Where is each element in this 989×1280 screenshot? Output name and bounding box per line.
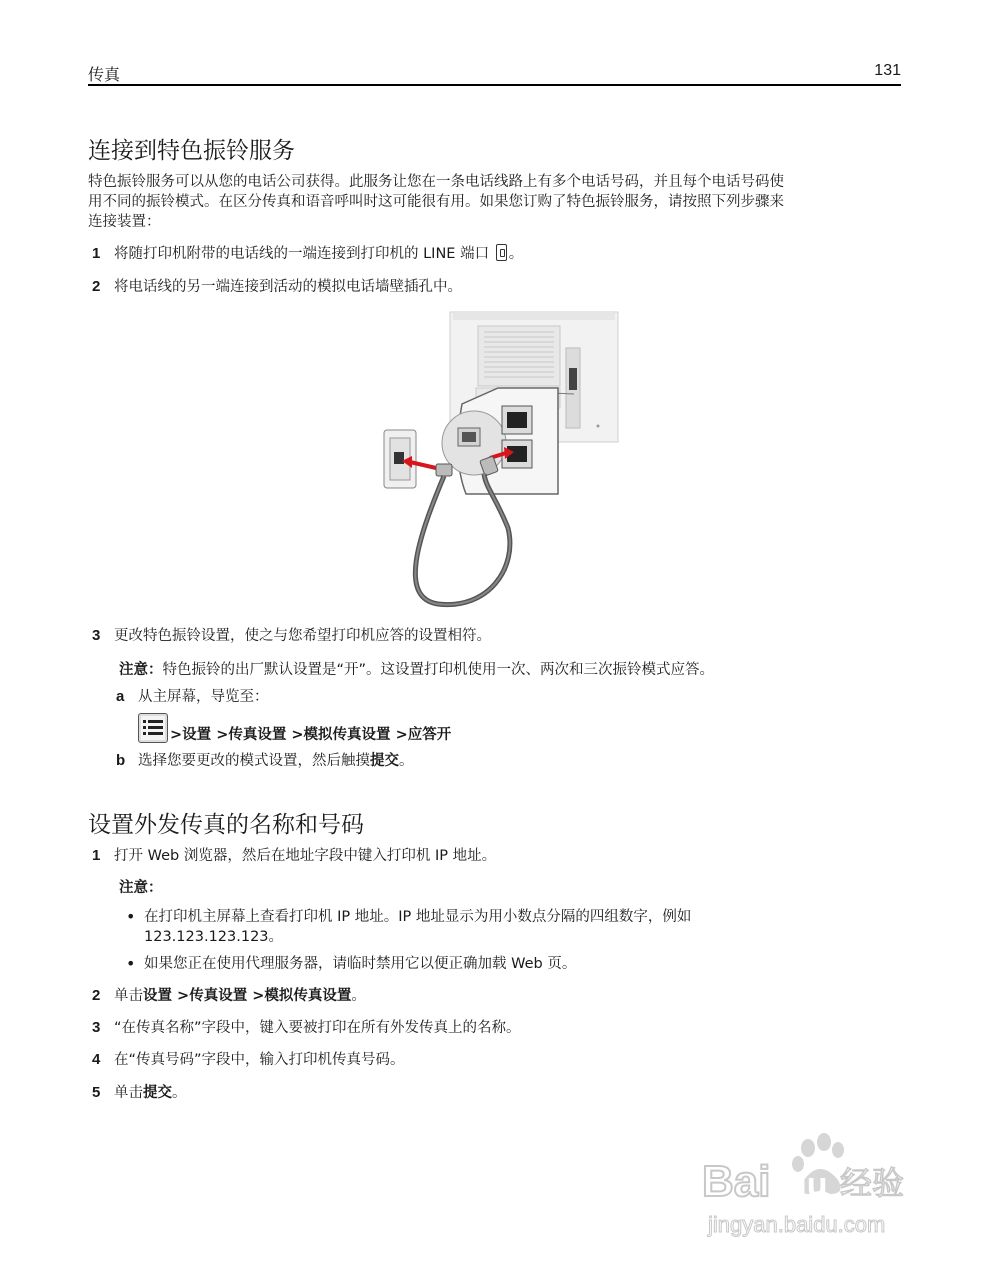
s2-note-label: 注意： [119, 880, 163, 896]
page-number: 131 [874, 62, 901, 79]
bullet-dot: • [126, 954, 136, 973]
running-header-section: 传真 [88, 65, 121, 84]
intro-line-2: 用不同的振铃模式。在区分传真和语音呼叫时这可能很有用。如果您订购了特色振铃服务，请按照下列步骤来 [88, 194, 784, 210]
section-title-distinctive-ring: 连接到特色振铃服务 [88, 138, 295, 164]
s2-step-4: 4 在“传真号码”字段中，输入打印机传真号码。 [92, 1051, 405, 1068]
printer-phone-line-illustration [378, 308, 628, 618]
s2-step-2: 2 单击设置 >传真设置 >模拟传真设置。 [92, 987, 366, 1004]
sub-step-a: a 从主屏幕，导览至： [116, 688, 269, 705]
phone-line-port-icon [496, 244, 507, 261]
section-title-outgoing-fax: 设置外发传真的名称和号码 [88, 812, 364, 838]
s2-step-3: 3 “在传真名称”字段中，键入要被打印在所有外发传真上的名称。 [92, 1019, 521, 1036]
bullet-ip-address: • 在打印机主屏幕上查看打印机 IP 地址。IP 地址显示为用小数点分隔的四组数字，例如 123.123.123.123。 [126, 907, 692, 945]
watermark-url: jingyan.baidu.com [708, 1212, 886, 1237]
intro-line-1: 特色振铃服务可以从您的电话公司获得。此服务让您在一条电话线路上有多个电话号码，并且每个电话号码使 [88, 174, 784, 190]
watermark-brand: Bai [702, 1157, 771, 1206]
step-3: 3 更改特色振铃设置，使之与您希望打印机应答的设置相符。 [92, 627, 491, 644]
section-intro [88, 172, 903, 232]
baidu-paw-logo [700, 1128, 940, 1248]
step-2: 2 将电话线的另一端连接到活动的模拟电话墙壁插孔中。 [92, 278, 462, 295]
s2-step-1: 1 打开 Web 浏览器，然后在地址字段中键入打印机 IP 地址。 [92, 847, 497, 864]
bullet-proxy: • 如果您正在使用代理服务器，请临时禁用它以便正确加载 Web 页。 [126, 954, 577, 973]
intro-line-3: 连接装置： [88, 214, 161, 230]
home-menu-icon [138, 713, 168, 743]
step-1: 1 将随打印机附带的电话线的一端连接到打印机的 LINE 端口 。 [92, 245, 524, 262]
bullet-dot: • [126, 907, 136, 926]
menu-navigation-path: >设置 >传真设置 >模拟传真设置 >应答开 [170, 727, 452, 743]
watermark-cn: 经验 [840, 1164, 905, 1202]
sub-step-b: b 选择您要更改的模式设置，然后触摸提交。 [116, 752, 414, 769]
baidu-jingyan-watermark [700, 1128, 940, 1252]
watermark-brand-2: du [786, 1166, 828, 1204]
note-distinctive-ring-default: 注意：特色振铃的出厂默认设置是“开”。这设置打印机使用一次、两次和三次振铃模式应答。 [119, 662, 715, 678]
s2-step-5: 5 单击提交。 [92, 1084, 187, 1101]
header-divider [88, 84, 901, 86]
